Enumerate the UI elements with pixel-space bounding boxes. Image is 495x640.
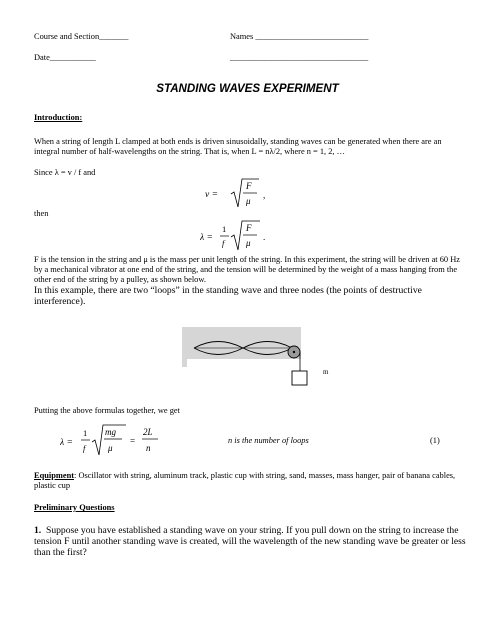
equipment-label: Equipment [34, 471, 75, 480]
combined-n: n [146, 443, 151, 453]
equation-number: (1) [430, 436, 440, 445]
eq-lambda-numerator: F [246, 223, 252, 233]
introduction-paragraph: When a string of length L clamped at both ends is driven sinusoidally, standing waves can be generated when there are an integral number of half-wavelengths on the string. That is, when L = nλ/2, where n = 1, 2, … [34, 137, 442, 156]
eq-lambda: λ = [200, 233, 213, 243]
combined-mg: mg [105, 427, 116, 437]
combined-f: f [83, 443, 86, 453]
mass-label: m [323, 368, 329, 376]
eq-lambda-f: f [222, 238, 225, 248]
eq-v-denominator: μ [246, 196, 251, 206]
eq-lambda-period: . [263, 232, 266, 242]
introduction-heading: Introduction: [34, 113, 83, 122]
formula-lead-in: Putting the above formulas together, we get [34, 406, 180, 415]
combined-one: 1 [83, 428, 88, 438]
combined-equals: = [130, 436, 136, 446]
hanging-mass [292, 371, 307, 385]
equipment-paragraph [34, 471, 466, 491]
question-1 [34, 525, 466, 558]
standing-wave-diagram [182, 327, 332, 397]
loops-sentence: In this example, there are two “loops” in the standing wave and three nodes (the points of destructive interference). [34, 285, 422, 307]
tension-paragraph: F is the tension in the string and μ is the mass per unit length of the string. In this experiment, the string will be driven at 60 Hz by a mechanical vibrator at one end of the string, and the tension will be determined by the weight of a mass hanging from the other end of the string by a pulley, as shown below. [34, 255, 460, 284]
combined-equation [60, 422, 180, 460]
equipment-text: : Oscillator with string, aluminum track, plastic cup with string, sand, masses, mass hanger, pair of banana cables, plastic cup [34, 471, 456, 490]
eq-lambda-denominator: μ [246, 238, 251, 248]
question-1-number: 1. [34, 525, 42, 536]
eq-v-comma: , [263, 190, 266, 200]
combined-lambda: λ = [60, 438, 73, 448]
loops-note [228, 436, 309, 446]
combined-mu: μ [108, 443, 113, 453]
date-field: Date___________ [34, 53, 96, 62]
eq-v-numerator: F [246, 181, 252, 191]
eq-lambda-one: 1 [222, 224, 227, 234]
since-text: Since λ = v / f and [34, 168, 96, 177]
date-line: _________________________________ [230, 53, 369, 62]
velocity-equation [205, 176, 275, 212]
names-field: Names ___________________________ [230, 32, 369, 41]
course-section-field: Course and Section_______ [34, 32, 129, 41]
page-title: STANDING WAVES EXPERIMENT [156, 82, 339, 95]
wavelength-equation [200, 218, 290, 254]
preliminary-heading: Preliminary Questions [34, 503, 115, 512]
then-text: then [34, 209, 49, 218]
question-1-text: Suppose you have established a standing wave on your string. If you pull down on the string to increase the tension F until another standing wave is created, will the wavelength of the new standing wave be greater or less than the first? [34, 525, 466, 558]
combined-2L: 2L [143, 427, 153, 437]
eq-v: v = [205, 190, 219, 200]
loops-note-text: n is the number of loops [228, 436, 309, 445]
